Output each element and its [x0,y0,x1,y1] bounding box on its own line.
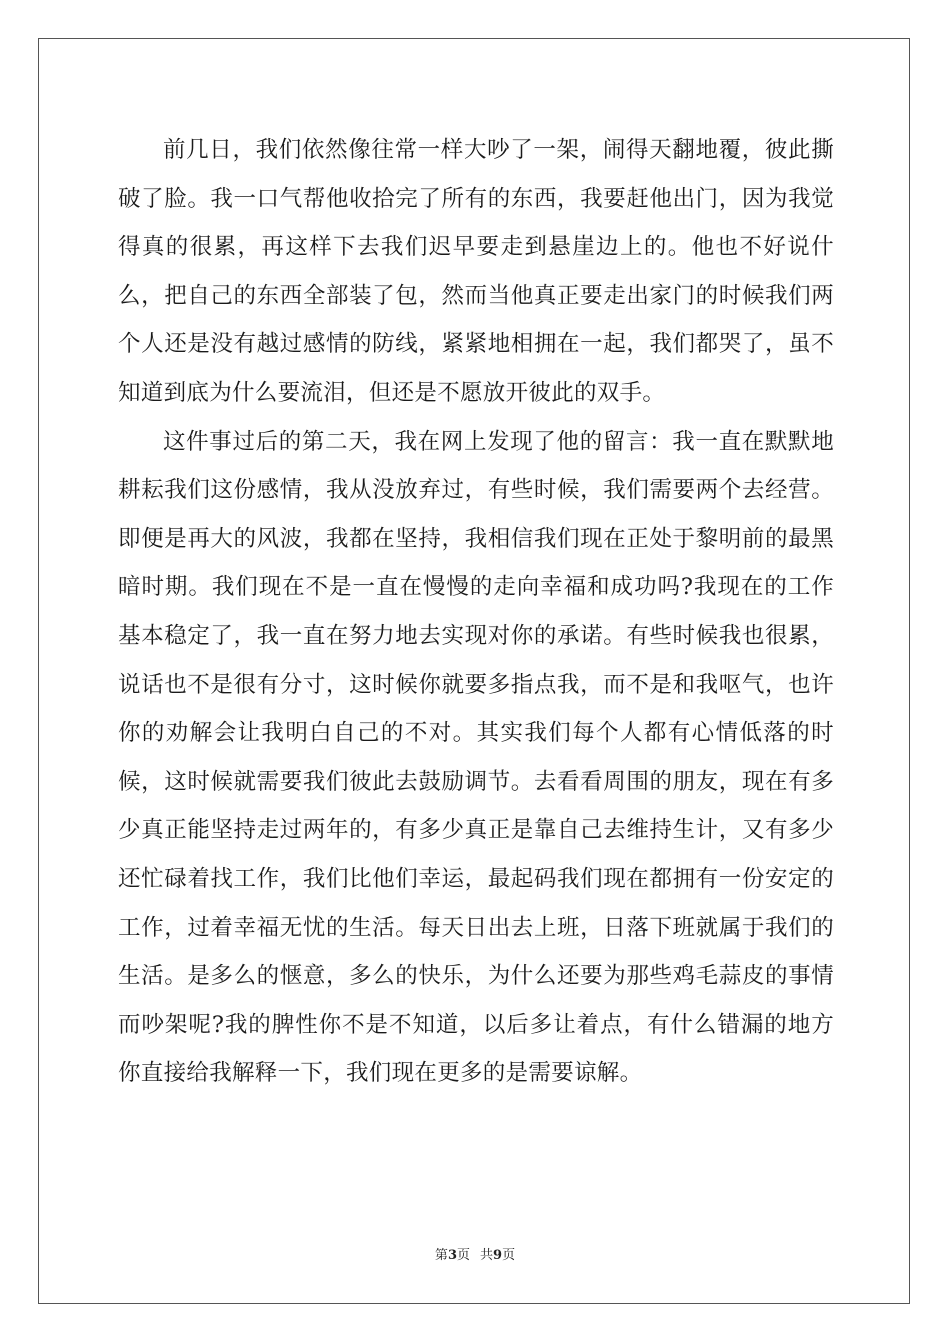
page-prefix: 第 [434,1248,448,1263]
page-footer [0,1244,950,1263]
page-number: 3 [447,1248,457,1263]
paragraph-2: 这件事过后的第二天，我在网上发现了他的留言：我一直在默默地耕耘我们这份感情，我从没放弃过，有些时候，我们需要两个去经营。即便是再大的风波，我都在坚持，我相信我们现在正处于黎明前的最黑暗时期。我们现在不是一直在慢慢的走向幸福和成功吗?我现在的工作基本稳定了，我一直在努力地去实现对你的承诺。有些时候我也很累，说话也不是很有分寸，这时候你就要多指点我，而不是和我呕气，也许你的劝解会让我明白自己的不对。其实我们每个人都有心情低落的时候，这时候就需要我们彼此去鼓励调节。去看看周围的朋友，现在有多少真正能坚持走过两年的，有多少真正是靠自己去维持生计，又有多少还忙碌着找工作，我们比他们幸运，最起码我们现在都拥有一份安定的工作，过着幸福无忧的生活。每天日出去上班，日落下班就属于我们的生活。是多么的惬意，多么的快乐，为什么还要为那些鸡毛蒜皮的事情而吵架呢?我的脾性你不是不知道，以后多让着点，有什么错漏的地方你直接给我解释一下，我们现在更多的是需要谅解。 [118,428,834,1087]
total-suffix: 页 [502,1248,516,1263]
total-pages: 9 [493,1248,503,1263]
paragraph-1: 前几日，我们依然像往常一样大吵了一架，闹得天翻地覆，彼此撕破了脸。我一口气帮他收拾完了所有的东西，我要赶他出门，因为我觉得真的很累，再这样下去我们迟早要走到悬崖边上的。他也不好说什么，把自己的东西全部装了包，然而当他真正要走出家门的时候我们两个人还是没有越过感情的防线，紧紧地相拥在一起，我们都哭了，虽不知道到底为什么要流泪，但还是不愿放开彼此的双手。 [118,137,834,406]
page-suffix: 页 [456,1248,470,1263]
page-indicator [435,1244,470,1263]
total-prefix: 共 [480,1248,494,1263]
document-body [118,126,834,1098]
total-pages-indicator [480,1244,515,1263]
